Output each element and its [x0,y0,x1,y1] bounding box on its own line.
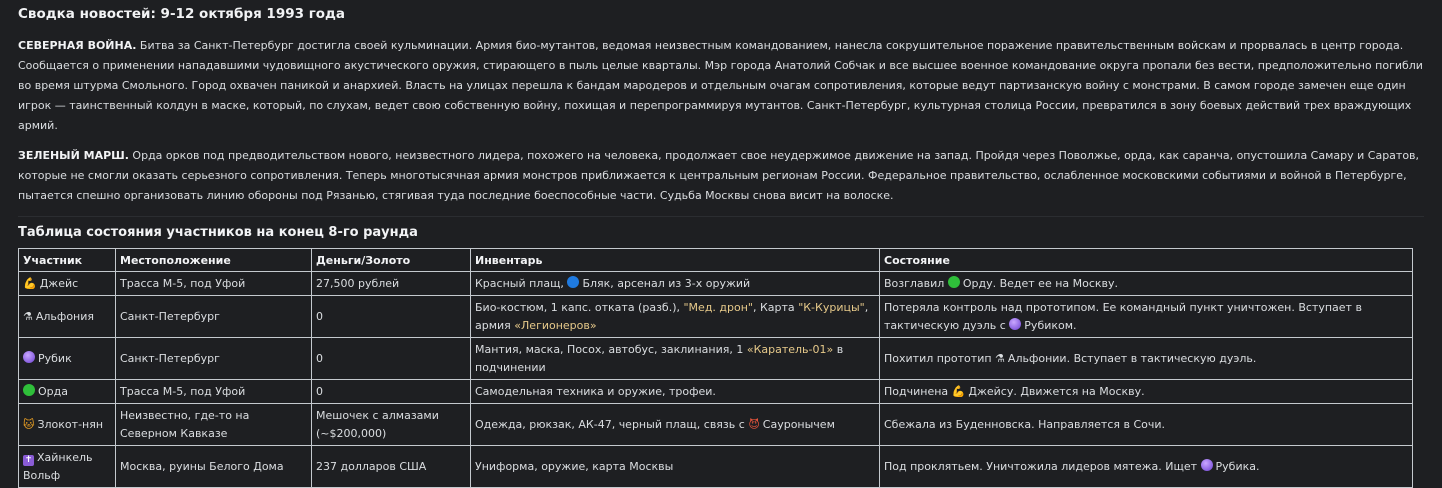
blue-circle-icon [567,276,579,288]
state-cell [880,380,1413,404]
money-cell: Мешочек с алмазами (~$200,000) [312,404,471,446]
flexed-biceps-icon: 💪 [951,384,966,398]
news-heading: СЕВЕРНАЯ ВОЙНА. [18,39,137,52]
participant-cell [19,404,116,446]
inventory-cell [471,404,880,446]
column-header: Участник [19,249,116,272]
inventory-text: Био-костюм, 1 капс. отката (разб.), [475,300,680,314]
participant-name: Рубик [38,351,72,365]
table-row [19,446,1413,488]
inventory-text: Красный плащ, [475,276,564,290]
inventory-cell: Униформа, оружие, карта Москвы [471,446,880,488]
table-row [19,338,1413,380]
state-text: Похитил прототип [884,351,992,365]
table-row [19,272,1413,296]
state-text: Альфонии. Вступает в тактическую дуэль. [1007,351,1257,365]
money-cell: 0 [312,338,471,380]
state-text: Орду. Ведет ее на Москву. [962,276,1119,290]
location-cell: Трасса М-5, под Уфой [116,380,312,404]
alembic-icon: ⚗ [995,351,1005,365]
column-header: Деньги/Золото [312,249,471,272]
green-circle-icon [948,276,960,288]
state-text: Джейсу. Движется на Москву. [968,384,1145,398]
column-header: Инвентарь [471,249,880,272]
inventory-text: Сауронычем [762,417,835,431]
highlighted-item: «Каратель-01» [746,342,834,356]
inventory-text: в подчинении [475,342,844,374]
participant-name: Злокот-нян [37,417,104,431]
news-heading: ЗЕЛЕНЫЙ МАРШ. [18,149,129,162]
location-cell: Москва, руины Белого Дома [116,446,312,488]
news-text: Битва за Санкт-Петербург достигла своей кульминации. Армия био-мутантов, ведомая неизвестным командованием, нанесла сокрушительное поражение правительственным войскам и прорвалась в центр города. Сообщается о применении нападавшими чудовищного акустического оружия, стирающего в пыль целые кварталы. Мэр города Анатолий Собчак и все высшее военное командование округа пропали без вести, предположительно погибли во время штурма Смольного. Город охвачен паникой и анархией. Власть на улицах перешла к бандам мародеров и отдельным очагам сопротивления, которые ведут партизанскую войну с монстрами. В самом городе замечен еще один игрок — таинственный колдун в маске, который, по слухам, ведет свою собственную войну, похищая и перепрограммируя мутантов. Санкт-Петербург, культурная столица России, превратился в зону боевых действий трех враждующих армий. [18,39,1423,132]
state-cell: Сбежала из Буденновска. Направляется в Сочи. [880,404,1413,446]
money-cell: 237 долларов США [312,446,471,488]
inventory-text: , армия [475,300,869,332]
inventory-text: Одежда, рюкзак, АК-47, черный плащ, связь с [475,417,745,431]
crystal-ball-icon [23,351,35,363]
crystal-ball-icon [1009,318,1021,330]
highlighted-item: «Легионеров» [514,318,597,332]
crystal-ball-icon [1201,459,1213,471]
state-text: Рубика. [1215,459,1260,473]
inventory-cell: Самодельная техника и оружие, трофеи. [471,380,880,404]
state-text: Под проклятьем. Уничтожила лидеров мятежа. Ищет [884,459,1198,473]
news-item-green-march [18,146,1424,206]
table-row [19,404,1413,446]
participant-cell [19,380,116,404]
state-cell [880,272,1413,296]
inventory-cell [471,272,880,296]
news-item-northern-war [18,36,1424,136]
green-circle-icon [23,384,35,396]
flexed-biceps-icon: 💪 [23,276,37,290]
money-cell: 0 [312,296,471,338]
participant-cell [19,272,116,296]
table-header-row [19,249,1413,272]
location-cell: Неизвестно, где-то на Северном Кавказе [116,404,312,446]
state-cell [880,446,1413,488]
inventory-text: Бляк, арсенал из 3-х оружий [582,276,751,290]
highlighted-item: "Мед. дрон" [683,300,753,314]
state-text: Подчинена [884,384,949,398]
money-cell: 0 [312,380,471,404]
highlighted-item: "К-Курицы" [798,300,865,314]
latin-cross-icon: ✝ [24,454,33,465]
inventory-cell [471,296,880,338]
cat-face-icon: 🐱 [23,417,35,431]
column-header: Местоположение [116,249,312,272]
inventory-text: , Карта [753,300,795,314]
participants-table [18,248,1413,488]
column-header: Состояние [880,249,1413,272]
news-text: Орда орков под предводительством нового, неизвестного лидера, похожего на человека, продолжает свое неудержимое движение на запад. Пройдя через Поволжье, орда, как саранча, опустошила Самару и Саратов, которые не смогли оказать серьезного сопротивления. Теперь многотысячная армия монстров приближается к центральным регионам России. Федеральное правительство, ослабленное московскими событиями и войной в Петербурге, пытается спешно организовать линию обороны под Рязанью, стягивая туда последние боеспособные части. Судьба Москвы снова висит на волоске. [18,149,1420,202]
alembic-icon: ⚗ [23,309,33,323]
state-cell [880,296,1413,338]
state-text: Рубиком. [1024,318,1077,332]
participant-cell [19,446,116,488]
participant-cell [19,338,116,380]
divider [18,216,1424,217]
participant-cell [19,296,116,338]
participant-name: Джейс [39,276,79,290]
location-cell: Санкт-Петербург [116,338,312,380]
page-title: Сводка новостей: 9-12 октября 1993 года [18,6,346,22]
participant-name: Хайнкель Вольф [23,450,93,482]
table-title: Таблица состояния участников на конец 8-го раунда [18,225,418,240]
location-cell: Санкт-Петербург [116,296,312,338]
participant-name: Альфония [35,309,95,323]
state-text: Возглавил [884,276,945,290]
table-row [19,380,1413,404]
state-text: Потеряла контроль над прототипом. Ее командный пункт уничтожен. Вступает в тактическую дуэль с [884,300,1362,332]
state-cell [880,338,1413,380]
inventory-cell [471,338,880,380]
devil-face-icon: 😈 [748,417,760,431]
participant-name: Орда [38,384,68,398]
location-cell: Трасса М-5, под Уфой [116,272,312,296]
inventory-text: Мантия, маска, Посох, автобус, заклинания, 1 [475,342,744,356]
table-row [19,296,1413,338]
money-cell: 27,500 рублей [312,272,471,296]
